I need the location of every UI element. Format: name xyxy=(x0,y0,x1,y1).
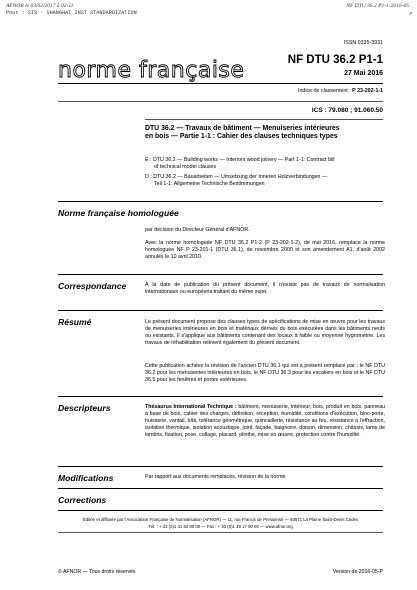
homologuee-text-2: Avec la norme homologuée NF DTU 36.2 P1-2 (P 23-202-1-2), de mai 2016, remplace la norme homologuée NF P 23-201-1 (DTU 36.1), de novembre 2000 et son amendement A1, d'août 2002 annulés le 10 avril 2010. xyxy=(145,240,385,260)
homologuee-text-1: par décision du Directeur Général d'AFNOR. xyxy=(145,227,250,233)
english-title xyxy=(145,157,385,171)
title-line-2: en bois — Partie 1-1 : Cahier des clauses techniques types xyxy=(145,133,338,141)
norme-francaise-logo: norme française xyxy=(58,58,245,83)
title-line-1: DTU 36.2 — Travaux de bâtiment — Menuiseries intérieures xyxy=(145,125,340,132)
classement-rule xyxy=(58,101,383,102)
german-title-line-2: Teil 1-1: Allgemeine Technische Bestimmungen xyxy=(154,180,265,187)
heading-homologuee: Norme française homologuée xyxy=(58,208,179,218)
footer-rule xyxy=(58,510,383,511)
german-title xyxy=(145,174,385,188)
classement-index xyxy=(298,88,383,94)
download-stamp-right: NF DTU 36.2 P1-1:2016-05 xyxy=(346,3,409,9)
thesaurus-keywords: bâtiment, menuiserie, intérieur, bois, produit en bois, panneau à base de bois, cahier des charges, définition, réception, humidité, conditions d'exécution, bloc-porte, huisserie, vantail, bâti, tolérance géométrique, quincaillerie, résistance au feu, résistance à l'effraction, isolation thermique, isolation acoustique, joint, façade, baignoire, doison, dimension, châssis, lame de lambris, fixation, pose, collage, placard, plinthe, mise en œuvre, protection contre l'humidité. xyxy=(145,404,385,438)
modifications-text: Par rapport aux documents remplacés, révision de la norme. xyxy=(145,474,287,480)
copyright: © AFNOR — Tous droits réservés xyxy=(58,569,136,575)
section-rule-homologuee xyxy=(58,201,383,202)
english-title-line-2: of technical model clauses xyxy=(154,163,217,170)
footer-contact: Tél. : + 33 (0)1 41 62 80 00 — Fax : + 33 (0)1 49 17 90 00 — www.afnor.org xyxy=(148,524,293,529)
footer-rule-2 xyxy=(58,532,383,533)
heading-descripteurs: Descripteurs xyxy=(58,403,111,413)
german-title-line-1: D : DTU 36.2 — Bauarbeiten — Umsetzung der Inneren Holzverbindungen — xyxy=(145,174,328,180)
ics-rule xyxy=(145,119,383,120)
resume-text-2: Cette publication achève la révision de l'ancien DTU 36.1 qui est à présent remplacé par : le NF DTU 36.2 pour les menuiseries intérieures en bois, le NF DTU 36.3 pour les escaliers en bois et le NF DTU 36.5 pour les fenêtres et portes extérieures. xyxy=(145,363,385,383)
heading-resume: Résumé xyxy=(58,317,92,327)
classement-value: P 23-202-1-1 xyxy=(352,88,383,94)
heading-modifications: Modifications xyxy=(58,473,114,483)
resume-text-1: Le présent document propose des clauses types de spécifications de mise en œuvre pour les travaux de menuiseries intérieures en bois et matériaux dérivés du bois exécutées dans les bâtiments neufs ou existants. Il s'applique aux bâtiments contenant des locaux à faible ou moyenne hygrométrie. Les travaux de réhabilitation relèvent également du présent document. xyxy=(145,319,385,346)
footer-publisher: Éditée et diffusée par l'Association Française de Normalisation (AFNOR) — 11, rue Francis de Pressensé — 93571 La Plaine Saint-Denis Cedex xyxy=(82,517,359,522)
ics-codes: ICS : 79.080 ; 91.060.50 xyxy=(311,107,383,114)
section-rule-resume xyxy=(58,310,383,311)
document-number: NF DTU 36.2 P1-1 xyxy=(287,54,383,66)
heading-correspondance: Correspondance xyxy=(58,281,127,291)
version: Version de 2016-05-P xyxy=(332,569,383,575)
descripteurs-text xyxy=(145,404,385,439)
header-rule xyxy=(58,83,383,84)
classement-label: Indice de classement : xyxy=(297,88,351,94)
download-stamp-for: Pour : SIS - SHANGHAI INST STANDARDIZATION xyxy=(6,10,137,16)
issn: ISSN 0335-3931 xyxy=(343,40,383,46)
page-mark: P xyxy=(409,11,412,16)
thesaurus-label: Thésaurus International Technique : xyxy=(145,404,237,410)
english-title-line-1: E : DTU 36.2 — Building works — Interiors wood joinery — Part 1-1: Contract bill xyxy=(145,157,335,163)
download-stamp-left: AFNOR le 03/02/2017 à 02:11 xyxy=(6,3,74,9)
document-title xyxy=(145,125,385,141)
section-rule-correspondance xyxy=(58,274,383,275)
section-rule-corrections xyxy=(58,488,383,489)
heading-corrections: Corrections xyxy=(58,495,107,505)
correspondance-text: À la date de publication du présent document, il n'existe pas de travaux de normalisation internationaux ou européens traitant du même sujet. xyxy=(145,282,385,295)
document-date: 27 Mai 2016 xyxy=(344,70,383,77)
section-rule-descripteurs xyxy=(58,396,383,397)
section-rule-modifications xyxy=(58,466,383,467)
